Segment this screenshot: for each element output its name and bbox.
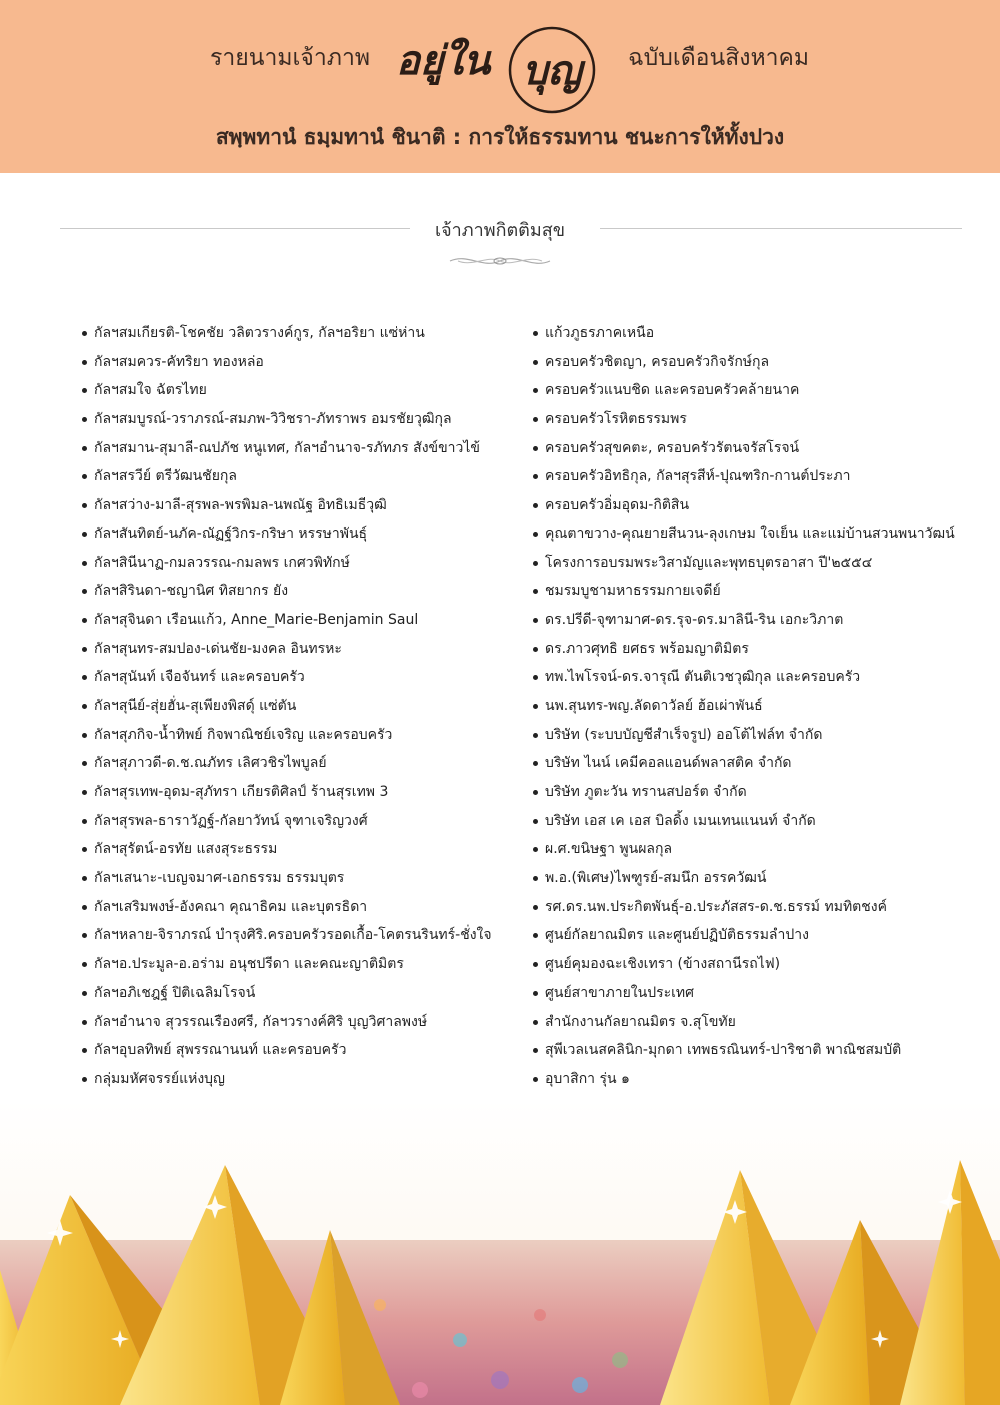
donor-name: พ.อ.(พิเศษ)ไพฑูรย์-สมนึก อรรควัฒน์: [545, 870, 767, 887]
bullet-icon: [533, 417, 538, 422]
donor-list-item: [531, 577, 981, 606]
donor-name: สุพีเวลเนสคลินิก-มุกดา เทพธรณินทร์-ปาริชาติ พาณิชสมบัติ: [545, 1042, 902, 1059]
donor-list-item: [531, 778, 981, 807]
donor-name: กัลฯสรวีย์ ตรีวัฒนชัยกุล: [94, 468, 237, 485]
header-right-text: ฉบับเดือนสิงหาคม: [628, 45, 810, 71]
donor-list-item: [80, 606, 530, 635]
bullet-icon: [82, 733, 87, 738]
bullet-icon: [533, 589, 538, 594]
bullet-icon: [82, 474, 87, 479]
donor-list-item: [80, 721, 530, 750]
donor-list-item: [80, 864, 530, 893]
donor-list-item: [531, 979, 981, 1008]
bullet-icon: [533, 388, 538, 393]
donor-list-item: [80, 950, 530, 979]
donor-name: บริษัท เอส เค เอส บิลดิ้ง เมนเทนแนนท์ จำกัด: [545, 812, 816, 829]
donor-list-item: [531, 549, 981, 578]
header-banner: [0, 0, 1000, 173]
donor-list-item: [531, 663, 981, 692]
donor-name: กัลฯสมบูรณ์-วราภรณ์-สมภพ-วิวิชรา-ภัทราพร อมรชัยวุฒิกุล: [94, 411, 452, 428]
donor-list-item: [531, 749, 981, 778]
magazine-logo: [392, 24, 612, 116]
bullet-icon: [82, 675, 87, 680]
flourish-ornament: [448, 251, 552, 271]
donor-name: กัลฯสิรินดา-ชญานิศ ทิสยากร ยัง: [94, 583, 289, 600]
donor-name: ครอบครัวโรหิตธรรมพร: [545, 411, 687, 428]
donor-list-item: [80, 462, 530, 491]
bullet-icon: [533, 819, 538, 824]
bullet-icon: [82, 589, 87, 594]
donor-list-item: [80, 749, 530, 778]
donor-list-item: [80, 405, 530, 434]
donor-list-item: [80, 434, 530, 463]
donor-name: กัลฯสุนันท์ เจือจันทร์ และครอบครัว: [94, 669, 305, 686]
donor-list-item: [80, 663, 530, 692]
donor-list-item: [531, 376, 981, 405]
bullet-icon: [533, 876, 538, 881]
logo-word-2: บุญ: [522, 47, 582, 94]
donor-list-item: [531, 893, 981, 922]
bullet-icon: [533, 618, 538, 623]
donor-list-item: [531, 405, 981, 434]
donor-name: บริษัท ภูตะวัน ทรานสปอร์ต จำกัด: [545, 784, 747, 800]
donor-list-item: [531, 721, 981, 750]
donor-name: ศูนย์สาขาภายในประเทศ: [545, 984, 695, 1001]
bullet-icon: [533, 1077, 538, 1082]
donor-name: กัลฯอ.ประมูล-อ.อร่าม อนุชปรีดา และคณะญาติมิตร: [94, 956, 404, 973]
donor-list-item: [531, 462, 981, 491]
bullet-icon: [82, 847, 87, 852]
bullet-icon: [82, 905, 87, 910]
donor-list-item: [80, 979, 530, 1008]
donor-list-item: [531, 348, 981, 377]
donor-list-item: [80, 549, 530, 578]
donor-name: ศูนย์คุมองฉะเชิงเทรา (ข้างสถานีรถไฟ): [545, 956, 781, 973]
bullet-icon: [82, 532, 87, 537]
bullet-icon: [533, 1020, 538, 1025]
bullet-icon: [82, 790, 87, 795]
donor-list-item: [80, 635, 530, 664]
donor-name: ดร.ปรีดี-จุฑามาศ-ดร.รุจ-ดร.มาลินี-ริน เอกะวิภาต: [545, 611, 844, 628]
bullet-icon: [82, 647, 87, 652]
bullet-icon: [82, 331, 87, 336]
donor-name: ทพ.ไพโรจน์-ดร.จารุณี ตันติเวชวุฒิกุล และครอบครัว: [545, 669, 861, 686]
donor-list-item: [531, 1008, 981, 1037]
donor-name: กัลฯสุภาวดี-ด.ช.ณภัทร เลิศวชิรไพบูลย์: [94, 755, 327, 772]
donor-name: กัลฯสุภกิจ-น้ำทิพย์ กิจพาณิชย์เจริญ และครอบครัว: [94, 726, 393, 743]
bullet-icon: [82, 761, 87, 766]
donor-list-item: [80, 376, 530, 405]
bullet-icon: [82, 1077, 87, 1082]
bullet-icon: [82, 618, 87, 623]
donor-name: กัลฯสมาน-สุมาลี-ณปภัช หนูเทศ, กัลฯอำนาจ-รภัทภร สังข์ขาวไข้: [94, 439, 480, 456]
donor-name: กลุ่มมหัศจรรย์แห่งบุญ: [94, 1070, 225, 1087]
donor-name: กัลฯอภิเชฎฐ์ ปิติเฉลิมโรจน์: [94, 984, 256, 1001]
donor-name: ครอบครัวอิ่มอุดม-กิติสิน: [545, 497, 690, 514]
donor-list-item: [531, 635, 981, 664]
donor-list-item: [80, 319, 530, 348]
bullet-icon: [533, 704, 538, 709]
donor-name: บริษัท (ระบบบัญชีสำเร็จรูป) ออโต้ไฟล์ท จำกัด: [545, 726, 823, 743]
donor-list-item: [80, 893, 530, 922]
bullet-icon: [533, 647, 538, 652]
bullet-icon: [533, 503, 538, 508]
bullet-icon: [82, 360, 87, 365]
donor-name: กัลฯสุรเทพ-อุดม-สุภัทรา เกียรติศิลป์ ร้านสุรเทพ 3: [94, 784, 389, 800]
donor-name: กัลฯเสริมพงษ์-อังคณา คุณาธิคม และบุตรธิดา: [94, 898, 368, 915]
donor-list-item: [80, 1008, 530, 1037]
donor-list-item: [531, 921, 981, 950]
donor-name: ผ.ศ.ขนิษฐา พูนผลกุล: [545, 841, 673, 858]
bullet-icon: [82, 561, 87, 566]
bullet-icon: [82, 1048, 87, 1053]
bullet-icon: [533, 675, 538, 680]
donor-list-item: [531, 835, 981, 864]
bullet-icon: [82, 417, 87, 422]
donor-name: ครอบครัวอิทธิกุล, กัลฯสุรสีห์-ปุณฑริก-กานต์ประภา: [545, 468, 851, 485]
bullet-icon: [533, 532, 538, 537]
divider-right: [600, 228, 962, 229]
donor-name: กัลฯสินีนาฏ-กมลวรรณ-กมลพร เกศวพิทักษ์: [94, 554, 350, 571]
donor-list-item: [80, 577, 530, 606]
bullet-icon: [82, 1020, 87, 1025]
bullet-icon: [533, 733, 538, 738]
donor-name: โครงการอบรมพระวิสามัญและพุทธบุตรอาสา ปี'๒๕๕๔: [545, 554, 873, 571]
bullet-icon: [533, 991, 538, 996]
donor-name: แก้วภูธรภาคเหนือ: [545, 325, 655, 341]
logo-word-1: อยู่ใน: [396, 37, 491, 84]
donor-list-item: [531, 520, 981, 549]
donor-list-item: [80, 1065, 530, 1094]
donor-list-item: [80, 835, 530, 864]
bullet-icon: [82, 876, 87, 881]
bullet-icon: [82, 991, 87, 996]
bullet-icon: [533, 933, 538, 938]
bullet-icon: [533, 905, 538, 910]
donor-name: กัลฯหลาย-จิราภรณ์ บำรุงศิริ.ครอบครัวรอดเกื้อ-โคตรนรินทร์-ชั่งใจ: [94, 927, 492, 944]
donor-name: บริษัท ไนน์ เคมีคอลแอนด์พลาสติค จำกัด: [545, 755, 792, 772]
bullet-icon: [82, 446, 87, 451]
bullet-icon: [533, 446, 538, 451]
pyramid-field-illustration: [0, 1100, 1000, 1405]
donor-name: ครอบครัวสุขคตะ, ครอบครัวรัตนจรัสโรจน์: [545, 439, 800, 456]
donor-list-item: [531, 1065, 981, 1094]
donor-name: กัลฯสันทิตย์-นภัค-ณัฏฐ์วิกร-กริษา หรรษาพันธุ์: [94, 525, 368, 542]
donor-list-item: [80, 348, 530, 377]
donor-name: กัลฯสุนทร-สมปอง-เด่นชัย-มงคล อินทรหะ: [94, 640, 342, 657]
header-left-text: รายนามเจ้าภาพ: [210, 45, 371, 71]
bullet-icon: [82, 704, 87, 709]
donor-name: ดร.ภาวศุทธิ ยศธร พร้อมญาติมิตร: [545, 640, 749, 657]
donor-list-item: [531, 864, 981, 893]
section-title: เจ้าภาพกิตติมสุข: [434, 220, 566, 241]
bullet-icon: [533, 331, 538, 336]
donor-name: รศ.ดร.นพ.ประกิตพันธุ์-อ.ประภัสสร-ด.ช.ธรรม์ ทมทิตชงค์: [545, 898, 887, 915]
donor-list-right: [531, 319, 981, 1094]
bullet-icon: [533, 790, 538, 795]
donor-name: สำนักงานกัลยาณมิตร จ.สุโขทัย: [545, 1013, 736, 1030]
donor-list-item: [80, 692, 530, 721]
bullet-icon: [533, 761, 538, 766]
donor-list-item: [80, 807, 530, 836]
bullet-icon: [533, 962, 538, 967]
donor-name: อุบาสิกา รุ่น ๑: [545, 1070, 630, 1087]
donor-list-item: [80, 921, 530, 950]
donor-name: กัลฯสมใจ ฉัตรไทย: [94, 382, 207, 399]
bullet-icon: [533, 561, 538, 566]
bullet-icon: [533, 474, 538, 479]
donor-list-item: [80, 520, 530, 549]
bullet-icon: [82, 933, 87, 938]
donor-list-item: [80, 1036, 530, 1065]
donor-list-item: [531, 434, 981, 463]
bullet-icon: [82, 819, 87, 824]
donor-name: กัลฯเสนาะ-เบญจมาศ-เอกธรรม ธรรมบุตร: [94, 870, 345, 887]
donor-name: กัลฯสุรพล-ธาราวัฏฐ์-กัลยาวัทน์ จุฑาเจริญวงศ์: [94, 812, 368, 829]
donor-name: กัลฯอุบลทิพย์ สุพรรณานนท์ และครอบครัว: [94, 1042, 347, 1059]
bullet-icon: [533, 1048, 538, 1053]
donor-list-item: [531, 491, 981, 520]
donor-name: ครอบครัวแนบชิด และครอบครัวคล้ายนาค: [545, 382, 800, 399]
donor-list-item: [531, 807, 981, 836]
donor-list-item: [531, 1036, 981, 1065]
donor-name: กัลฯสุนีย์-สุ่ยฮั่น-สุเพียงพิสดุ์ แซ่ตัน: [94, 697, 297, 714]
donor-name: คุณตาขวาง-คุณยายสีนวน-ลุงเกษม ใจเย็น และแม่บ้านสวนพนาวัฒน์: [545, 525, 955, 542]
donor-name: ศูนย์กัลยาณมิตร และศูนย์ปฏิบัติธรรมลำปาง: [545, 927, 809, 944]
donor-name: กัลฯสมควร-คัทริยา ทองหล่อ: [94, 353, 264, 370]
donor-name: กัลฯสว่าง-มาลี-สุรพล-พรพิมล-นพณัฐ อิทธิเมธีวุฒิ: [94, 497, 387, 514]
donor-list-item: [531, 692, 981, 721]
bullet-icon: [82, 388, 87, 393]
donor-list-item: [80, 491, 530, 520]
header-subtitle: สพฺพทานํ ธมฺมทานํ ชินาติ : การให้ธรรมทาน ชนะการให้ทั้งปวง: [215, 125, 785, 149]
donor-list-left: [80, 319, 530, 1094]
donor-name: กัลฯสุรัตน์-อรทัย แสงสุระธรรม: [94, 841, 278, 858]
donor-name: กัลฯสมเกียรติ-โชคชัย วลิตวรางค์กูร, กัลฯอริยา แซ่ห่าน: [94, 325, 425, 341]
donor-name: กัลฯอำนาจ สุวรรณเรืองศรี, กัลฯวรางค์ศิริ บุญวิศาลพงษ์: [94, 1013, 428, 1030]
bullet-icon: [533, 847, 538, 852]
donor-list-item: [531, 950, 981, 979]
donor-name: ครอบครัวชิตญา, ครอบครัวกิจรักษ์กุล: [545, 353, 770, 370]
donor-name: นพ.สุนทร-พญ.ลัดดาวัลย์ ฮ้อเผ่าพันธ์: [545, 697, 763, 714]
bullet-icon: [82, 503, 87, 508]
bullet-icon: [82, 962, 87, 967]
bullet-icon: [533, 360, 538, 365]
donor-list-item: [531, 319, 981, 348]
donor-list-item: [80, 778, 530, 807]
donor-name: ชมรมบูชามหาธรรมกายเจดีย์: [545, 583, 721, 600]
donor-name: กัลฯสุจินดา เรือนแก้ว, Anne_Marie-Benjamin Saul: [94, 611, 419, 628]
donor-list-item: [531, 606, 981, 635]
